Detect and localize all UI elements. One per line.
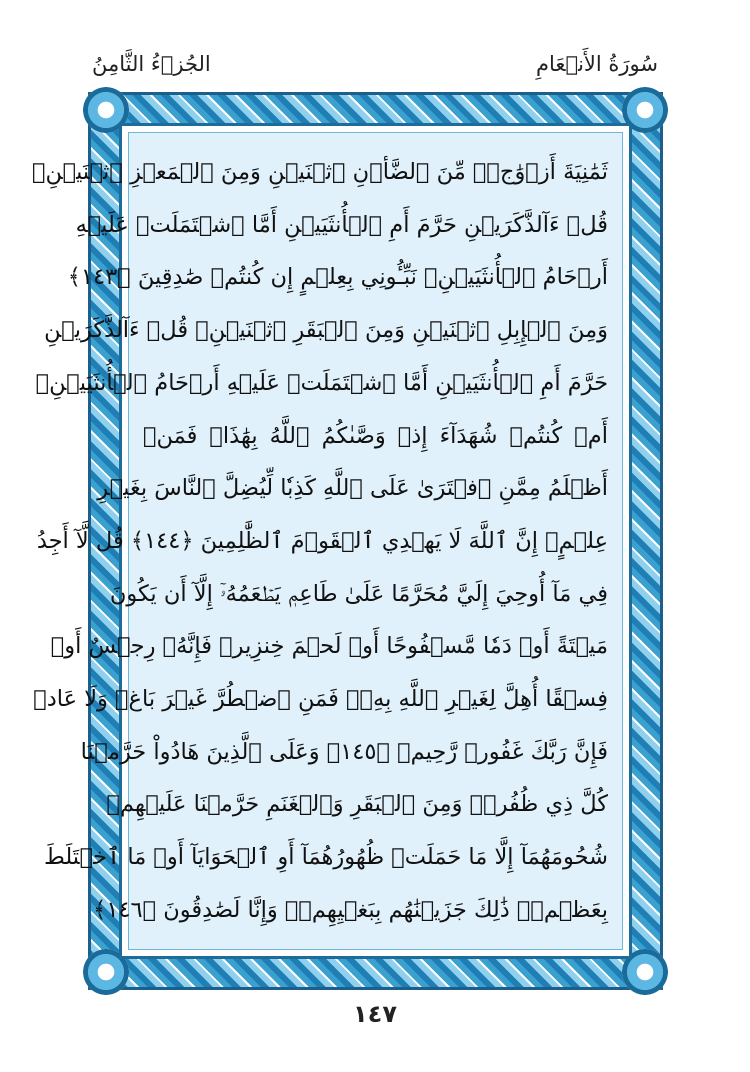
verse-line: بِعَظۡمٖۚ ذَٰلِكَ جَزَيۡنَٰهُم بِبَغۡيِهِمۡۖ وَإِنَّا لَصَٰدِقُونَ ﴿١٤٦﴾ xyxy=(93,896,608,923)
verse-line: قُلۡ ءَآلذَّكَرَيۡنِ حَرَّمَ أَمِ ٱلۡأُنثَيَيۡنِ أَمَّا ٱشۡتَمَلَتۡ عَلَيۡهِ xyxy=(75,211,608,238)
verse-line: عِلۡمٍۚ إِنَّ ٱللَّهَ لَا يَهۡدِي ٱلۡقَوۡمَ ٱلظَّٰلِمِينَ ﴿١٤٤﴾ قُل لَّآ أَجِدُ xyxy=(36,527,608,554)
verse-line: أَرۡحَامُ ٱلۡأُنثَيَيۡنِۖ نَبِّـُٔونِي بِعِلۡمٍ إِن كُنتُمۡ صَٰدِقِينَ ﴿١٤٣﴾ xyxy=(67,264,608,291)
verse-line: شُحُومَهُمَآ إِلَّا مَا حَمَلَتۡ ظُهُورُهُمَآ أَوِ ٱلۡحَوَايَآ أَوۡ مَا ٱخۡتَلَطَ xyxy=(44,844,608,871)
verse-line: فِي مَآ أُوحِيَ إِلَيَّ مُحَرَّمًا عَلَىٰ طَاعِمٖ يَطۡعَمُهُۥٓ إِلَّآ أَن يَكُونَ xyxy=(109,580,608,607)
verse-line: أَظۡلَمُ مِمَّنِ ٱفۡتَرَىٰ عَلَى ٱللَّهِ كَذِبٗا لِّيُضِلَّ ٱلنَّاسَ بِغَيۡرِ xyxy=(97,475,608,502)
surah-name-header: سُورَةُ الأَنۡعَامِ xyxy=(535,52,658,76)
verse-line: فَإِنَّ رَبَّكَ غَفُورٞ رَّحِيمٞ ﴿١٤٥﴾ وَعَلَى ٱلَّذِينَ هَادُواْ حَرَّمۡنَا xyxy=(80,738,608,765)
verse-line: ثَمَٰنِيَةَ أَزۡوَٰجٖۖ مِّنَ ٱلضَّأۡنِ ٱثۡنَيۡنِ وَمِنَ ٱلۡمَعۡزِ ٱثۡنَيۡنِۗ xyxy=(31,159,608,185)
verse-lines xyxy=(31,147,608,935)
frame-inner-border xyxy=(31,123,632,959)
verse-line: وَمِنَ ٱلۡإِبِلِ ٱثۡنَيۡنِ وَمِنَ ٱلۡبَقَرِ ٱثۡنَيۡنِۗ قُلۡ ءَآلذَّكَرَيۡنِ xyxy=(44,317,608,344)
verse-line: كُلَّ ذِي ظُفُرٖۖ وَمِنَ ٱلۡبَقَرِ وَٱلۡغَنَمِ حَرَّمۡنَا عَلَيۡهِمۡ xyxy=(106,791,608,818)
ornamental-frame xyxy=(31,92,663,990)
verse-line: مَيۡتَةً أَوۡ دَمٗا مَّسۡفُوحًا أَوۡ لَحۡمَ خِنزِيرٖ فَإِنَّهُۥ رِجۡسٌ أَوۡ xyxy=(50,633,608,660)
verse-line: أَمۡ كُنتُمۡ شُهَدَآءَ إِذۡ وَصَّىٰكُمُ ٱللَّهُ بِهَٰذَاۚ فَمَنۡ xyxy=(143,422,608,449)
page-number: ١٤٧ xyxy=(353,1000,397,1028)
text-panel xyxy=(31,132,623,950)
verse-line: حَرَّمَ أَمِ ٱلۡأُنثَيَيۡنِ أَمَّا ٱشۡتَمَلَتۡ عَلَيۡهِ أَرۡحَامُ ٱلۡأُنثَيَيۡنِۖ xyxy=(35,369,608,396)
verse-line: فِسۡقًا أُهِلَّ لِغَيۡرِ ٱللَّهِ بِهِۦۚ فَمَنِ ٱضۡطُرَّ غَيۡرَ بَاغٖ وَلَا عَادٖ xyxy=(33,686,608,713)
juz-header: الجُزۡءُ الثَّامِنُ xyxy=(92,52,211,76)
